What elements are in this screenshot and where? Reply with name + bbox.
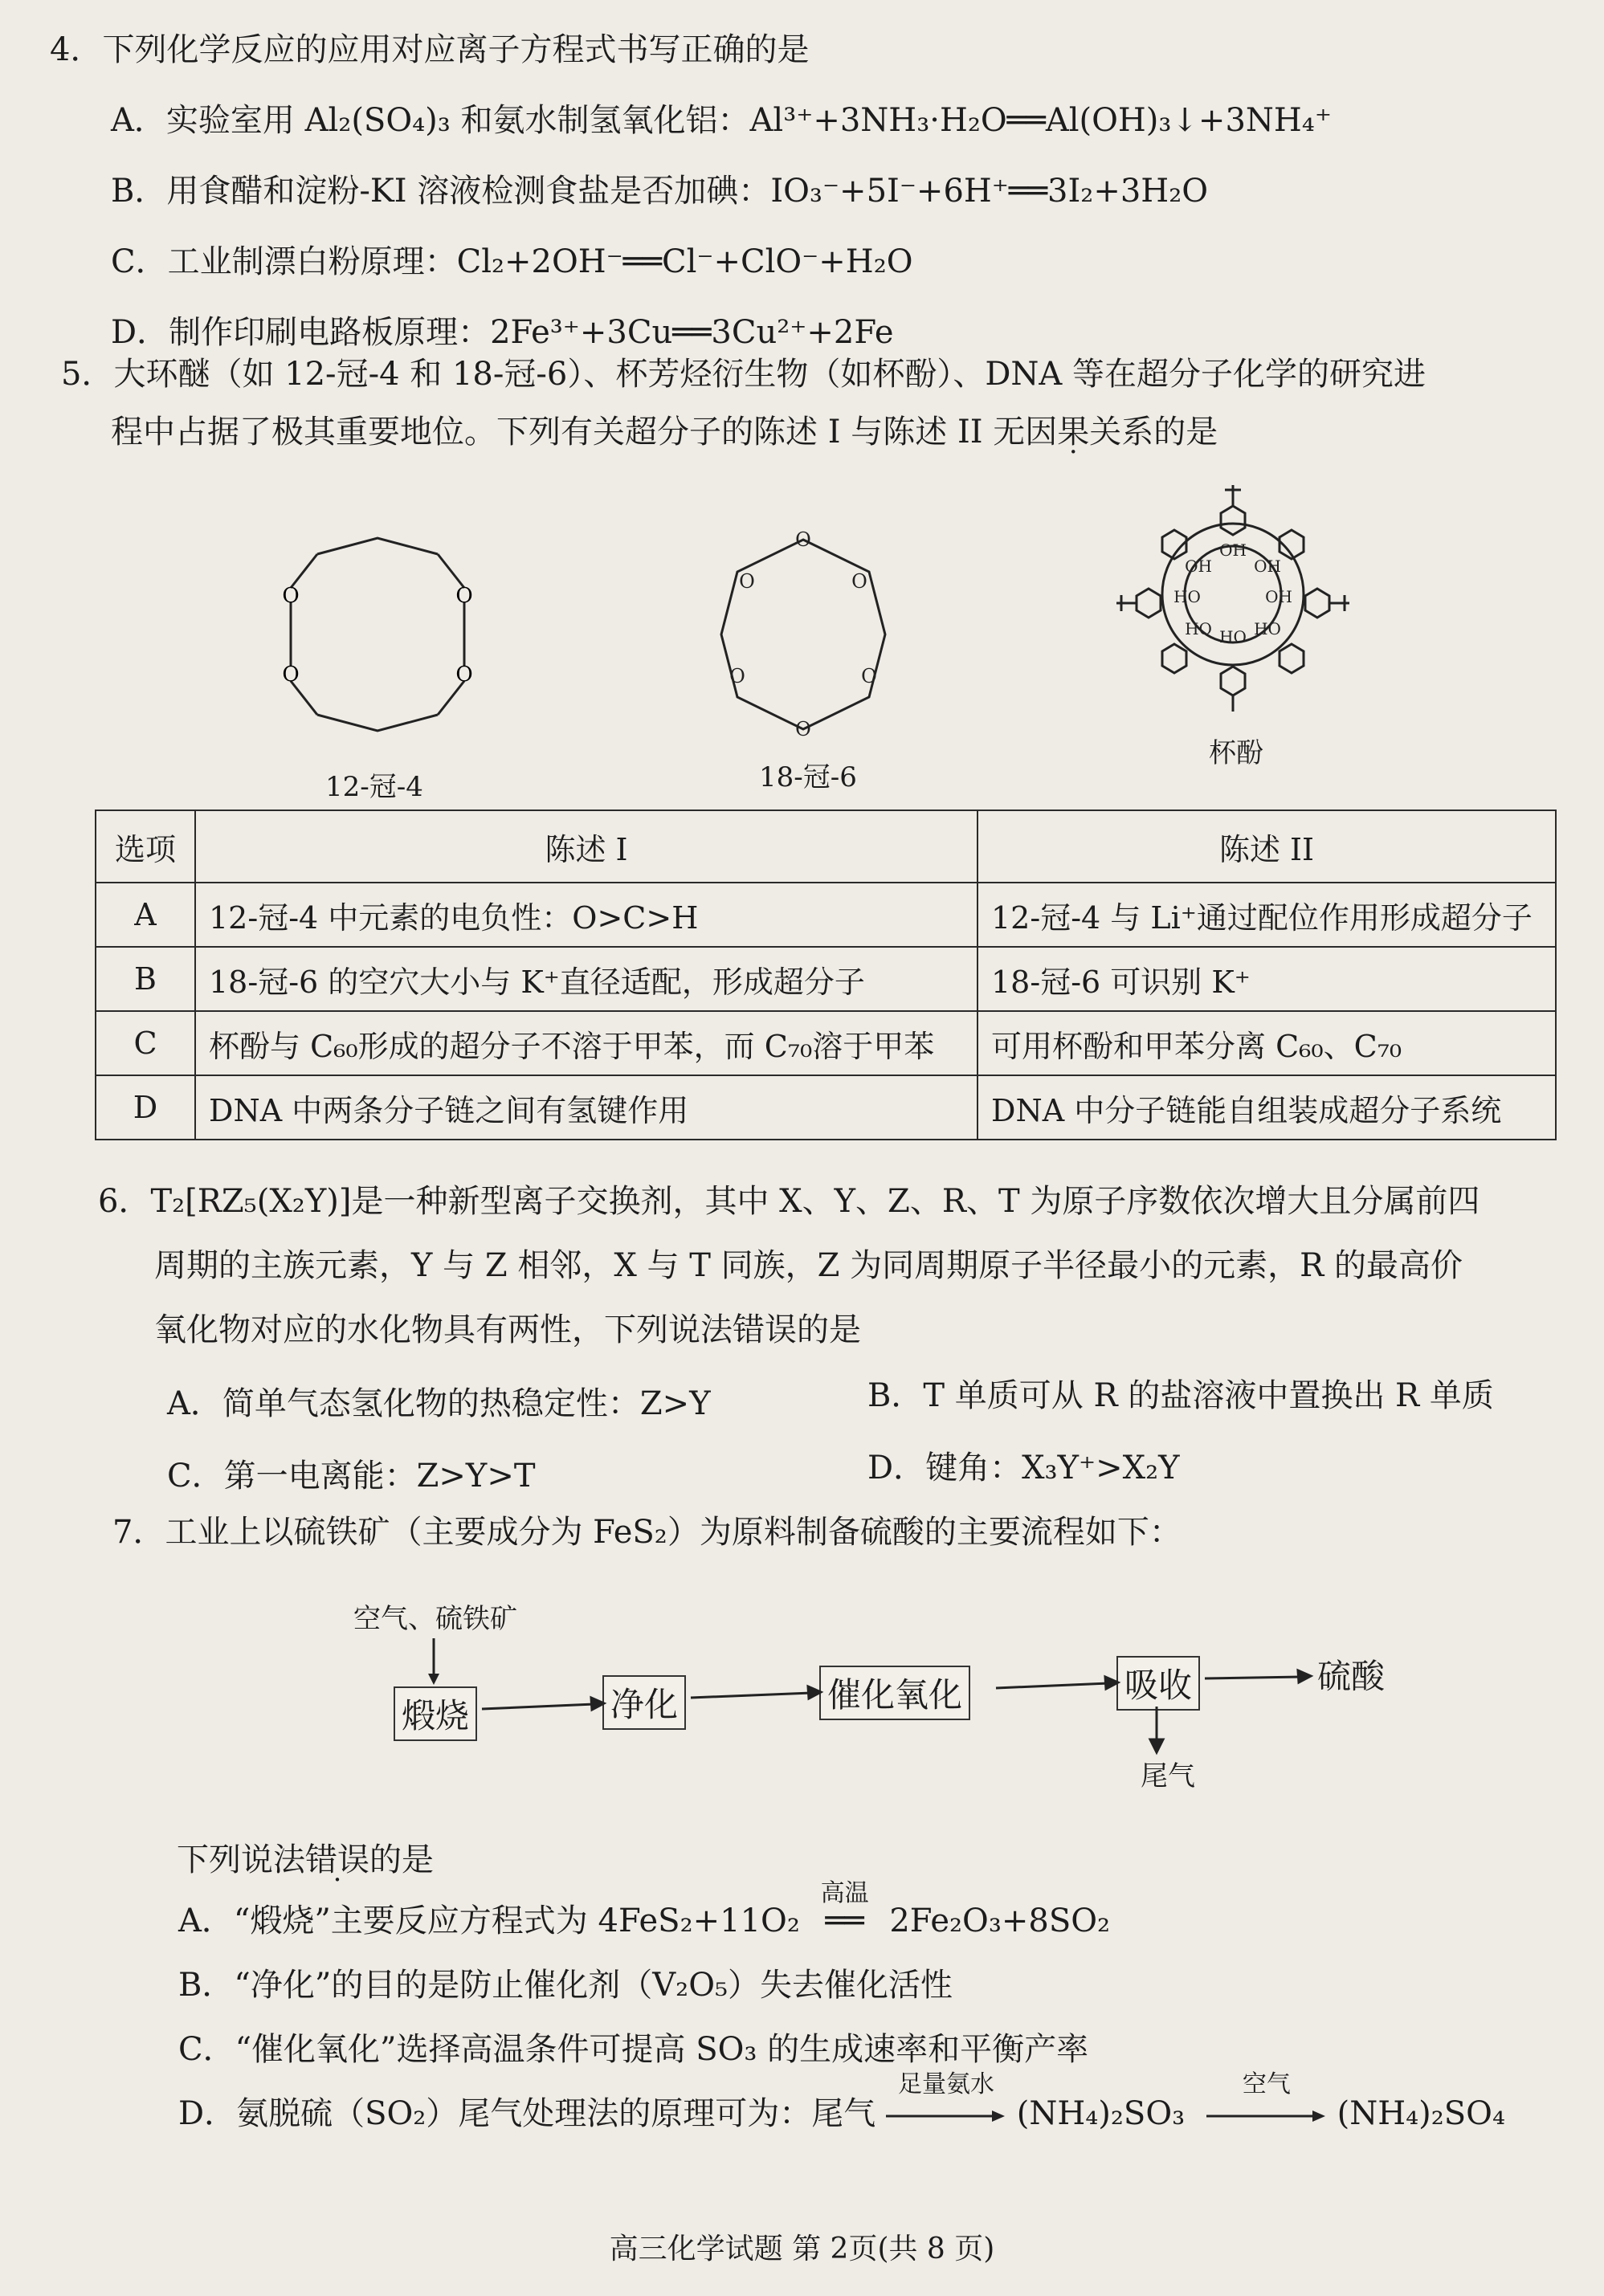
row-statement-2: DNA 中分子链能自组装成超分子系统 (978, 1075, 1556, 1140)
q7-option-a: A．“煅烧”主要反应方程式为 4FeS₂+11O₂ 高温 ══ 2Fe₂O₃+8SO₂ (178, 1900, 1110, 1942)
q6-stem-line2: 周期的主族元素，Y 与 Z 相邻，X 与 T 同族，Z 为同周期原子半径最小的元素，R 的最高价 (154, 1247, 1463, 1284)
crown-18-6-structure (699, 522, 908, 747)
hydroxyl-6: HO (1185, 619, 1212, 638)
row-statement-2: 18-冠-6 可识别 K⁺ (978, 947, 1556, 1011)
q5-options-table (95, 810, 1557, 1140)
oxygen-atom-a: O (795, 528, 811, 551)
q4-option-a: A．实验室用 Al₂(SO₄)₃ 和氨水制氢氧化铝：Al³⁺+3NH₃·H₂O══Al(OH)₃↓+3NH₄⁺ (111, 102, 1332, 139)
row-statement-2: 12-冠-4 与 Li⁺通过配位作用形成超分子 (978, 883, 1556, 947)
table-header-statement-1: 陈述 I (195, 810, 978, 883)
row-key: A (96, 883, 195, 947)
fig-caption-12-crown-4: 12-冠-4 (325, 771, 423, 803)
table-header-statement-2: 陈述 II (978, 810, 1556, 883)
fig-caption-18-crown-6: 18-冠-6 (759, 761, 857, 793)
q4-option-d: D．制作印刷电路板原理：2Fe³⁺+3Cu══3Cu²⁺+2Fe (111, 314, 894, 351)
q7-option-b: B．“净化”的目的是防止催化剂（V₂O₅）失去催化活性 (178, 1967, 953, 2004)
row-key: B (96, 947, 195, 1011)
flow-input-arrow (426, 1638, 442, 1686)
q6-option-c: C．第一电离能：Z>Y>T (167, 1458, 536, 1495)
q7-ask: 下列说法错误的是 (177, 1841, 434, 1878)
table-row (96, 947, 1556, 1011)
q7-emphasis: 错误 (305, 1841, 369, 1878)
oxygen-atom-3: O (282, 584, 300, 608)
calixarene-structure (1100, 474, 1365, 715)
hydroxyl-1: OH (1219, 540, 1247, 560)
oxygen-atom-f: O (739, 570, 755, 593)
hydroxyl-3: OH (1185, 557, 1212, 576)
arrow-ammonia: 足量氨水 (886, 2093, 1006, 2135)
page-footer: 高三化学试题 第 2页(共 8 页) (609, 2233, 995, 2265)
row-statement-1: 18-冠-6 的空穴大小与 K⁺直径适配，形成超分子 (195, 947, 978, 1011)
row-statement-1: DNA 中两条分子链之间有氢键作用 (195, 1075, 978, 1140)
oxygen-atom-2: O (455, 663, 473, 687)
table-header-option: 选项 (96, 810, 195, 883)
oxygen-atom-4: O (282, 663, 300, 687)
table-row (96, 1011, 1556, 1075)
row-key: C (96, 1011, 195, 1075)
flow-input-label: 空气、硫铁矿 (353, 1603, 517, 1635)
high-temp-equals: 高温 ══ (820, 1879, 869, 1939)
oxygen-atom-e: O (729, 665, 745, 687)
row-key: D (96, 1075, 195, 1140)
q6-option-b: B．T 单质可从 R 的盐溶液中置换出 R 单质 (867, 1377, 1494, 1414)
q5-stem-line1: 5．大环醚（如 12-冠-4 和 18-冠-6）、杯芳烃衍生物（如杯酚）、DNA 等在超分子化学的研究进 (61, 356, 1426, 393)
flow-step-purification: 净化 (602, 1675, 686, 1730)
q6-stem-line3: 氧化物对应的水化物具有两性，下列说法错误的是 (154, 1311, 861, 1348)
q4-option-c: C．工业制漂白粉原理：Cl₂+2OH⁻══Cl⁻+ClO⁻+H₂O (111, 243, 913, 280)
q6-stem-line1: 6．T₂[RZ₅(X₂Y)]是一种新型离子交换剂，其中 X、Y、Z、R、T 为原子序数依次增大且分属前四 (98, 1183, 1480, 1220)
flow-output: 硫酸 (1317, 1657, 1386, 1696)
oxygen-atom-b: O (851, 570, 867, 593)
table-row (96, 883, 1556, 947)
arrow-air: 空气 (1206, 2093, 1327, 2135)
table-header-row (96, 810, 1556, 883)
oxygen-atom-d: O (795, 718, 811, 740)
hydroxyl-2: OH (1254, 557, 1281, 576)
hydroxyl-5: HO (1173, 587, 1201, 606)
flow-step-calcination: 煅烧 (394, 1686, 477, 1741)
hydroxyl-8: HO (1254, 619, 1281, 638)
q4-stem: 4．下列化学反应的应用对应离子方程式书写正确的是 (50, 31, 810, 68)
q5-emphasis: 无因果关系 · (993, 414, 1153, 451)
oxygen-atom-c: O (861, 665, 877, 687)
hydroxyl-4: OH (1265, 587, 1292, 606)
row-statement-1: 杯酚与 C₆₀形成的超分子不溶于甲苯，而 C₇₀溶于甲苯 (195, 1011, 978, 1075)
crown-12-4-structure (257, 530, 498, 739)
table-row (96, 1075, 1556, 1140)
flow-step-absorption: 吸收 (1116, 1656, 1200, 1711)
q7-stem: 7．工业上以硫铁矿（主要成分为 FeS₂）为原料制备硫酸的主要流程如下： (112, 1514, 1182, 1551)
oxygen-atom-1: O (455, 584, 473, 608)
row-statement-1: 12-冠-4 中元素的电负性：O>C>H (195, 883, 978, 947)
q5-stem-line2: 程中占据了极其重要地位。下列有关超分子的陈述 I 与陈述 II 无因果关系 ·的是 (111, 411, 1218, 453)
q7-option-d: D．氨脱硫（SO₂）尾气处理法的原理可为：尾气 足量氨水 (NH₄)₂SO₃ 空气 (NH₄)₂SO₄ (178, 2093, 1505, 2135)
flow-waste: 尾气 (1141, 1760, 1195, 1792)
q6-option-d: D．键角：X₃Y⁺>X₂Y (867, 1450, 1180, 1486)
flow-step-catalytic-oxidation: 催化氧化 (819, 1666, 970, 1720)
fig-caption-calixarene: 杯酚 (1209, 737, 1263, 769)
row-statement-2: 可用杯酚和甲苯分离 C₆₀、C₇₀ (978, 1011, 1556, 1075)
q4-option-b: B．用食醋和淀粉-KI 溶液检测食盐是否加碘：IO₃⁻+5I⁻+6H⁺══3I₂+3H₂O (111, 173, 1209, 210)
hydroxyl-7: HO (1219, 627, 1247, 646)
q7-option-c: C．“催化氧化”选择高温条件可提高 SO₃ 的生成速率和平衡产率 (178, 2031, 1089, 2068)
q6-option-a: A．简单气态氢化物的热稳定性：Z>Y (167, 1385, 711, 1422)
